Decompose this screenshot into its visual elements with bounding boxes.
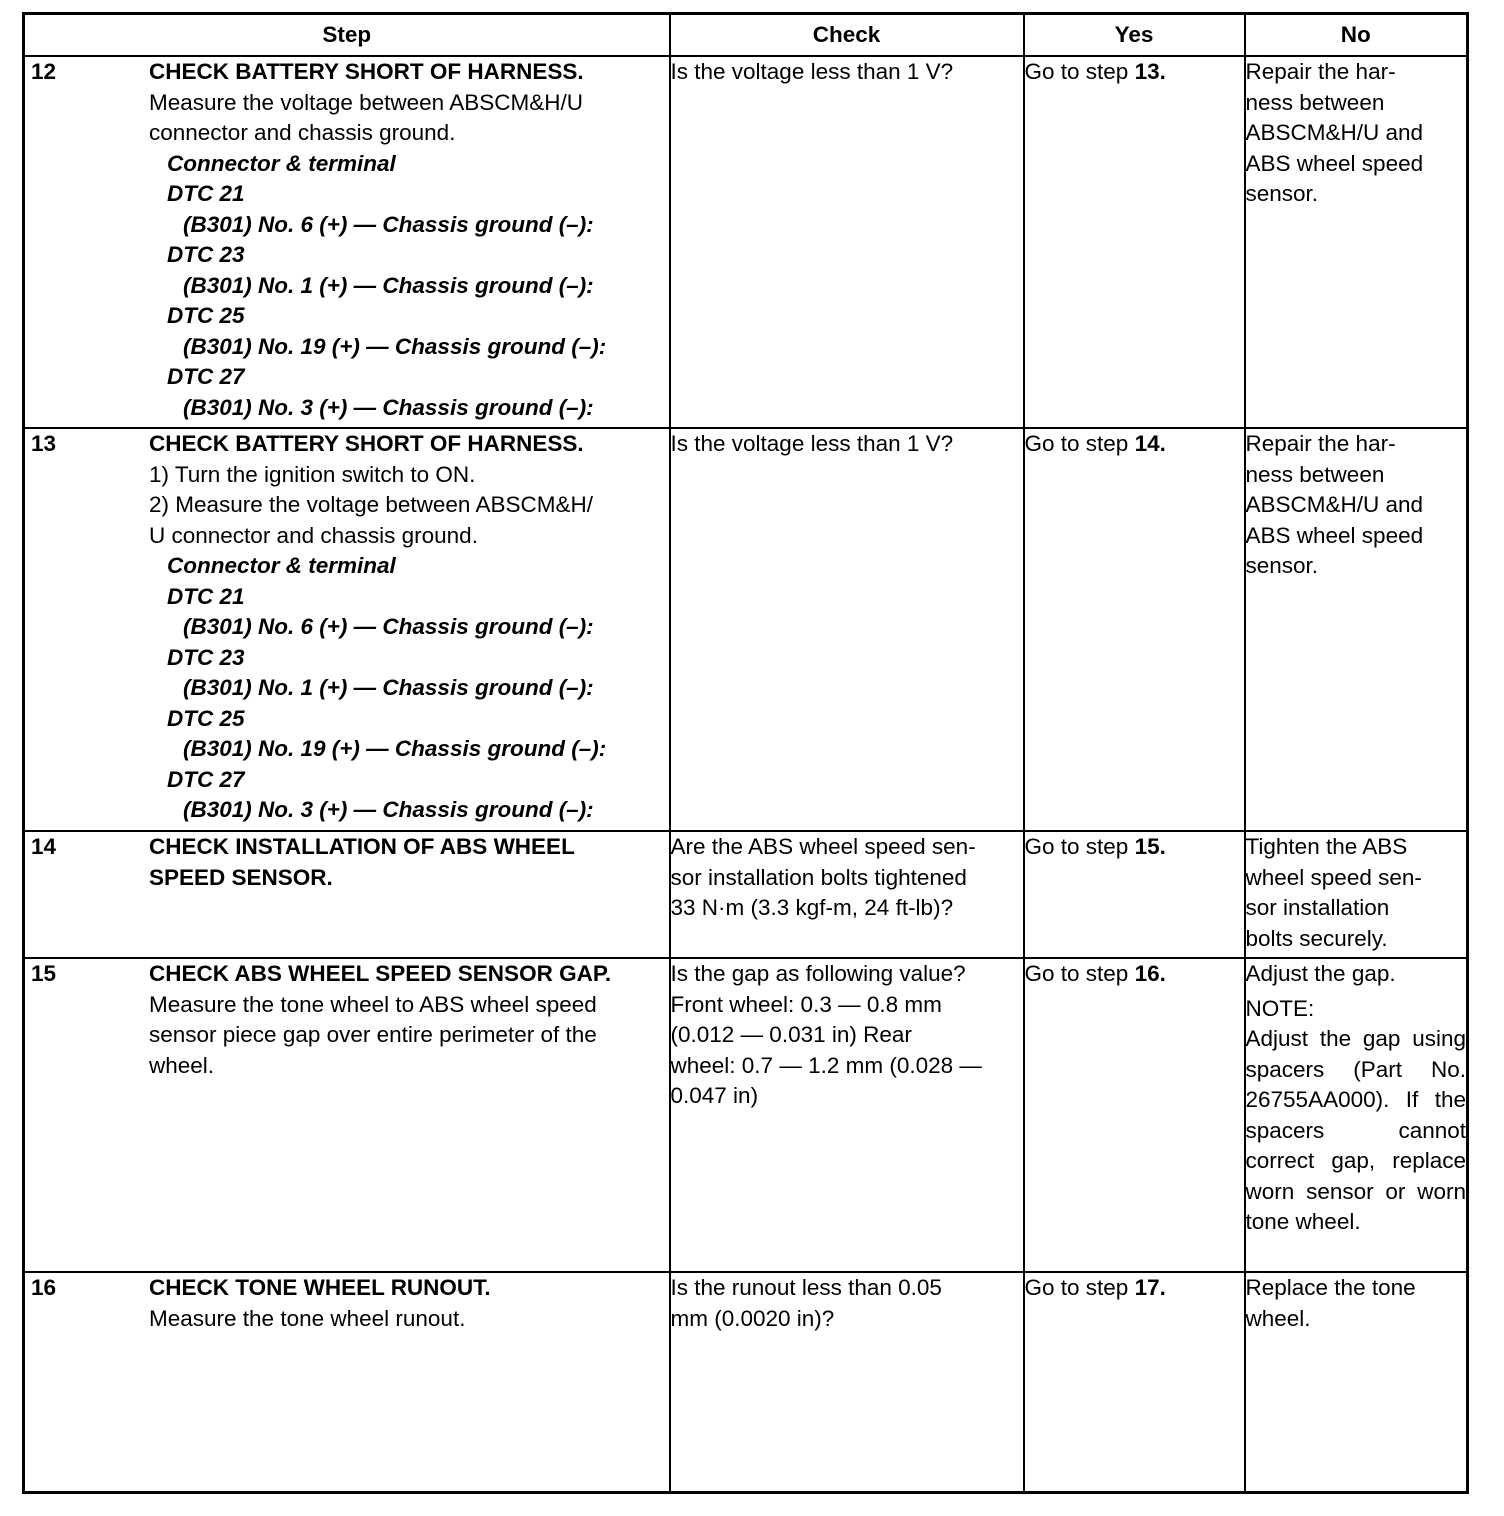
no-text: Repair the har- <box>1245 59 1396 84</box>
no-text: sensor. <box>1245 181 1319 206</box>
no-cell <box>1245 56 1468 428</box>
step-title: CHECK BATTERY SHORT OF HARNESS. <box>149 59 584 84</box>
step-number: 13 <box>31 431 57 456</box>
yes-cell <box>1024 428 1245 831</box>
yes-cell <box>1024 56 1245 428</box>
check-text: sor installation bolts tightened <box>670 864 967 890</box>
dtc-code: DTC 27 <box>167 364 245 389</box>
no-text: Tighten the ABS <box>1245 834 1408 859</box>
check-cell: Is the voltage less than 1 V? <box>670 428 1024 831</box>
step-cell <box>24 1272 670 1492</box>
dtc-code: DTC 25 <box>167 303 245 328</box>
terminal-spec: (B301) No. 1 (+) — Chassis ground (–): <box>183 272 594 298</box>
check-cell <box>670 1272 1024 1492</box>
check-cell <box>670 831 1024 958</box>
terminal-spec: (B301) No. 19 (+) — Chassis ground (–): <box>183 333 607 359</box>
troubleshooting-table <box>22 12 1469 1494</box>
terminal-spec: (B301) No. 1 (+) — Chassis ground (–): <box>183 675 594 700</box>
step-number: 16 <box>31 1275 57 1300</box>
yes-step-number: 16. <box>1134 961 1166 986</box>
header-yes: Yes <box>1024 14 1245 57</box>
no-text: sor installation <box>1245 895 1390 920</box>
check-text: Front wheel: 0.3 — 0.8 mm <box>670 991 942 1017</box>
header-check: Check <box>670 14 1024 57</box>
yes-text: Go to step <box>1024 961 1135 986</box>
table-row <box>24 831 1468 958</box>
terminal-spec: (B301) No. 3 (+) — Chassis ground (–): <box>183 394 594 420</box>
no-text: Replace the tone <box>1245 1275 1416 1300</box>
step-number: 15 <box>31 961 57 986</box>
step-title: CHECK INSTALLATION OF ABS WHEEL <box>149 834 575 859</box>
step-cell <box>24 958 670 1272</box>
yes-cell <box>1024 831 1245 958</box>
yes-text: Go to step <box>1024 59 1135 84</box>
no-text: ABSCM&H/U and <box>1245 492 1424 517</box>
table-row <box>24 56 1468 428</box>
terminal-spec: (B301) No. 6 (+) — Chassis ground (–): <box>183 211 594 237</box>
yes-cell <box>1024 958 1245 1272</box>
no-text: Repair the har- <box>1245 431 1396 456</box>
check-text: Is the runout less than 0.05 <box>670 1275 942 1300</box>
note-text: Adjust the gap using spacers (Part No. 26755AA000). If the spacers cannot correct gap, replace worn sensor or worn tone wheel. <box>1245 1026 1466 1234</box>
header-row <box>24 14 1468 57</box>
step-text: Measure the tone wheel runout. <box>149 1305 466 1331</box>
step-text: Measure the voltage between ABSCM&H/U <box>149 89 583 115</box>
no-text: ness between <box>1245 461 1385 487</box>
dtc-code: DTC 23 <box>167 242 245 267</box>
check-text: 0.047 in) <box>670 1083 759 1108</box>
yes-text: Go to step <box>1024 431 1135 456</box>
yes-text: Go to step <box>1024 834 1135 859</box>
step-number: 12 <box>31 59 57 84</box>
step-text: connector and chassis ground. <box>149 120 456 145</box>
check-cell: Is the voltage less than 1 V? <box>670 56 1024 428</box>
no-text: Adjust the gap. <box>1245 961 1396 986</box>
check-text: Are the ABS wheel speed sen- <box>670 834 976 859</box>
connector-label: Connector & terminal <box>167 150 396 176</box>
check-cell <box>670 958 1024 1272</box>
no-text: wheel speed sen- <box>1245 864 1422 890</box>
dtc-code: DTC 23 <box>167 644 245 670</box>
check-text: Is the gap as following value? <box>670 961 966 986</box>
yes-step-number: 17. <box>1134 1275 1166 1300</box>
step-number: 14 <box>31 834 57 859</box>
dtc-code: DTC 25 <box>167 705 245 731</box>
step-cell <box>24 831 670 958</box>
yes-step-number: 14. <box>1134 431 1166 456</box>
terminal-spec: (B301) No. 6 (+) — Chassis ground (–): <box>183 614 594 639</box>
dtc-code: DTC 27 <box>167 766 245 792</box>
dtc-code: DTC 21 <box>167 181 245 206</box>
no-text: bolts securely. <box>1245 925 1388 951</box>
connector-label: Connector & terminal <box>167 553 396 578</box>
check-text: (0.012 — 0.031 in) Rear <box>670 1022 912 1047</box>
yes-cell <box>1024 1272 1245 1492</box>
no-cell <box>1245 831 1468 958</box>
check-text: wheel: 0.7 — 1.2 mm (0.028 — <box>670 1052 982 1078</box>
table-row <box>24 958 1468 1272</box>
step-title: CHECK ABS WHEEL SPEED SENSOR GAP. <box>149 961 612 986</box>
no-text: ABS wheel speed <box>1245 150 1424 176</box>
table-row <box>24 428 1468 831</box>
step-text: wheel. <box>149 1052 215 1078</box>
dtc-code: DTC 21 <box>167 583 245 609</box>
step-text: 2) Measure the voltage between ABSCM&H/ <box>149 492 593 517</box>
no-cell <box>1245 1272 1468 1492</box>
step-cell <box>24 428 670 831</box>
no-cell <box>1245 958 1468 1272</box>
check-text: mm (0.0020 in)? <box>670 1305 835 1331</box>
check-text: 33 N·m (3.3 kgf-m, 24 ft-lb)? <box>670 895 954 920</box>
step-title: SPEED SENSOR. <box>149 864 333 890</box>
header-step: Step <box>24 14 670 57</box>
step-title: CHECK BATTERY SHORT OF HARNESS. <box>149 431 584 456</box>
step-text: sensor piece gap over entire perimeter of the <box>149 1022 597 1047</box>
yes-step-number: 13. <box>1134 59 1166 84</box>
step-text: U connector and chassis ground. <box>149 522 478 548</box>
terminal-spec: (B301) No. 19 (+) — Chassis ground (–): <box>183 736 607 761</box>
yes-step-number: 15. <box>1134 834 1166 859</box>
table-row <box>24 1272 1468 1492</box>
no-text: ness between <box>1245 89 1385 115</box>
step-cell <box>24 56 670 428</box>
terminal-spec: (B301) No. 3 (+) — Chassis ground (–): <box>183 797 594 822</box>
header-no: No <box>1245 14 1468 57</box>
no-cell <box>1245 428 1468 831</box>
no-text: wheel. <box>1245 1305 1311 1331</box>
note-label: NOTE: <box>1245 995 1315 1021</box>
no-text: ABS wheel speed <box>1245 522 1424 548</box>
step-title: CHECK TONE WHEEL RUNOUT. <box>149 1275 491 1300</box>
no-text: ABSCM&H/U and <box>1245 120 1424 145</box>
step-text: 1) Turn the ignition switch to ON. <box>149 461 476 487</box>
step-text: Measure the tone wheel to ABS wheel speed <box>149 991 597 1017</box>
no-text: sensor. <box>1245 553 1319 578</box>
yes-text: Go to step <box>1024 1275 1135 1300</box>
